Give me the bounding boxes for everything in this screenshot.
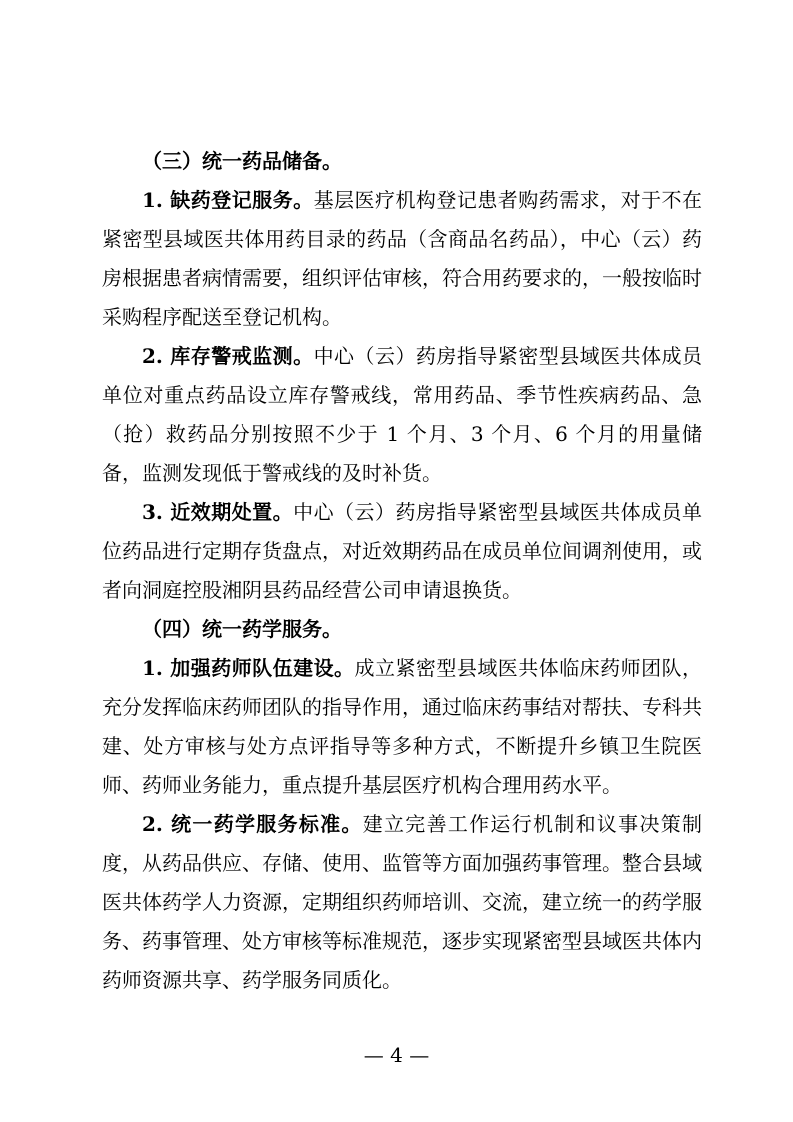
document-body <box>102 142 702 1000</box>
paragraph-lead: 2. 统一药学服务标准。 <box>142 812 363 836</box>
page-number: — 4 — <box>363 1043 430 1067</box>
paragraph-lead: 1. 加强药师队伍建设。 <box>142 656 355 680</box>
paragraph-inventory-warning <box>102 337 702 493</box>
paragraph-service-standard <box>102 805 702 1000</box>
paragraph-body: 成立紧密型县域医共体临床药师团队，充分发挥临床药师团队的指导作用，通过临床药事结对帮扶、专科共建、处方审核与处方点评指导等多种方式，不断提升乡镇卫生院医师、药师业务能力，重点提升基层医疗机构合理用药水平。 <box>102 656 703 797</box>
paragraph-lead: 3. 近效期处置。 <box>142 500 294 524</box>
paragraph-body: 建立完善工作运行机制和议事决策制度，从药品供应、存储、使用、监管等方面加强药事管理。整合县域医共体药学人力资源，定期组织药师培训、交流，建立统一的药学服务、药事管理、处方审核等标准规范，逐步实现紧密型县域医共体内药师资源共享、药学服务同质化。 <box>102 812 703 992</box>
paragraph-near-expiry <box>102 493 702 610</box>
paragraph-lead: 1. 缺药登记服务。 <box>142 188 314 212</box>
paragraph-body: 中心（云）药房指导紧密型县域医共体成员单位药品进行定期存货盘点，对近效期药品在成员单位间调剂使用，或者向洞庭控股湘阴县药品经营公司申请退换货。 <box>102 500 703 602</box>
section-heading-4: （四）统一药学服务。 <box>142 617 342 641</box>
paragraph-lead: 2. 库存警戒监测。 <box>142 344 314 368</box>
section-heading-3: （三）统一药品储备。 <box>142 149 342 173</box>
paragraph-missing-drug-registration <box>102 181 702 337</box>
paragraph-pharmacist-team <box>102 649 702 805</box>
paragraph-body: 中心（云）药房指导紧密型县域医共体成员单位对重点药品设立库存警戒线，常用药品、季节性疾病药品、急（抢）救药品分别按照不少于 1 个月、3 个月、6 个月的用量储备，监测发现低于警戒线的及时补货。 <box>102 344 703 485</box>
paragraph-body: 基层医疗机构登记患者购药需求，对于不在紧密型县域医共体用药目录的药品（含商品名药品），中心（云）药房根据患者病情需要，组织评估审核，符合用药要求的，一般按临时采购程序配送至登记机构。 <box>102 188 703 329</box>
